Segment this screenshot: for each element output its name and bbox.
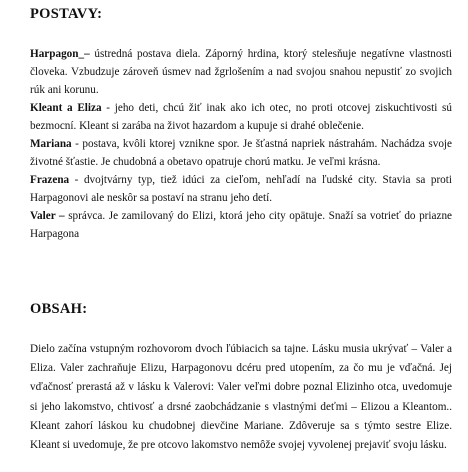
character-description: - postava, kvôli ktorej vznikne spor. Je šťastná napriek nástrahám. Nachádza svoje životné šťastie. Je chudobná a obetavo opatruje chorú matku. Je veľmi krásna. [30,138,452,168]
characters-list [30,45,452,243]
character-description: správca. Je zamilovaný do Elizi, ktorá jeho city opätuje. Snaží sa votrieť do priazne Harpagona [30,210,452,240]
character-description: - jeho deti, chcú žiť inak ako ich otec, no proti otcovej ziskuchtivosti sú bezmocní. Kleant si zarába na život hazardom a kupuje si drahé oblečenie. [30,102,453,132]
character-description: - dvojtvárny typ, tiež idúci za cieľom, nehľadí na ľudské city. Stavia sa proti Harpagonovi ale neskôr sa postaví na stranu jeho detí. [30,174,452,204]
postavy-heading: POSTAVY: [30,6,103,22]
character-name: Frazena [30,174,70,186]
character-entry [30,135,452,171]
character-entry [30,99,452,135]
character-entry [30,171,452,207]
character-name: Harpagon_– [30,48,90,60]
character-name: Valer – [30,210,65,222]
character-name: Kleant a Eliza [30,102,102,114]
character-entry [30,45,452,99]
character-name: Mariana [30,138,72,150]
obsah-heading: OBSAH: [30,301,88,317]
summary-section [30,340,452,455]
character-entry [30,207,452,243]
character-description: ústredná postava diela. Záporný hrdina, ktorý stelesňuje negatívne vlastnosti človeka. Vzbudzuje zároveň úsmev nad žgrlošením a nad svojou snahou nepustiť zo svojich rúk ani korunu. [30,48,452,96]
summary-paragraph: Dielo začína vstupným rozhovorom dvoch ľúbiacich sa tajne. Lásku musia ukrývať – Valer a Eliza. Valer zachraňuje Elizu, Harpagonovu dcéru pred utopením, za čo mu je vďačná. Jej vďačnosť prerastá až v lásku k Valerovi: Valer veľmi dobre poznal Elizinho otca, uvedomuje si jeho lakomstvo, chtivosť a drsné zaobchádzanie s vlastnými deťmi – Elizou a Kleantom.. Kleant zahorí láskou ku chudobnej dievčine Mariane. Zdôveruje sa s týmto sestre Elize. Kleant si uvedomuje, že pre otcovo lakomstvo nemôže svojej vyvolenej prejaviť svoju lásku. [30,343,452,452]
